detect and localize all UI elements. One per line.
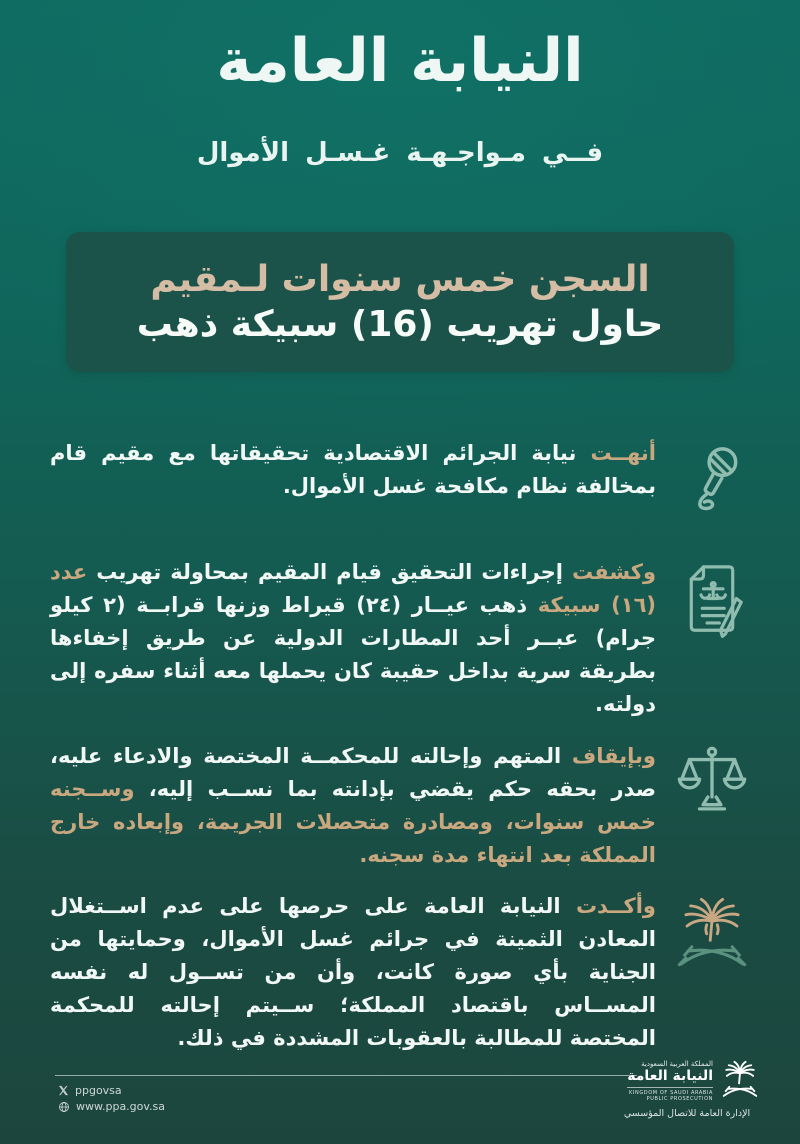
- headline-banner: [66, 232, 734, 372]
- section-verdict: [50, 740, 752, 872]
- microphone-icon: [672, 437, 752, 513]
- page-subtitle: فــي مـواجـهـة غـسـل الأموال: [196, 138, 604, 168]
- text-segment: المتهم وإحالته للمحكمــة المختصة والادعاء عليه، صدر بحقه حكم يقضي بإدانته بما نســب إليه،: [50, 744, 656, 801]
- x-twitter-icon: [58, 1085, 69, 1096]
- logo-separator: [627, 1087, 713, 1088]
- text-segment: وكشفت: [562, 560, 656, 584]
- text-segment: وســجنه خمس سنوات، ومصادرة متحصلات الجريمة، وإبعاده خارج المملكة بعد انتهاء مدة سجنه.: [50, 777, 656, 867]
- globe-icon: [58, 1101, 70, 1113]
- section-text: [50, 556, 656, 721]
- x-handle-text: ppgovsa: [75, 1084, 122, 1097]
- website-row: [58, 1100, 165, 1113]
- x-handle-row: [58, 1084, 165, 1097]
- footer-divider: [55, 1075, 637, 1076]
- justice-scales-icon: [672, 740, 752, 814]
- section-statement: [50, 890, 752, 1055]
- footer-social: [58, 1084, 165, 1113]
- section-text: [50, 890, 656, 1055]
- section-text: [50, 437, 656, 503]
- section-smuggling-details: [50, 556, 752, 721]
- page-title: النيابة العامة: [216, 26, 584, 96]
- department-label: الإدارة العامة للاتصال المؤسسي: [623, 1108, 751, 1119]
- text-segment: وأكــدت: [560, 894, 656, 918]
- text-segment: عدد (١٦) سبيكة: [50, 560, 656, 617]
- case-document-icon: [672, 556, 752, 644]
- website-text: www.ppa.gov.sa: [76, 1100, 166, 1113]
- text-segment: نيابة الجرائم الاقتصادية تحقيقاتها مع مقيم قام بمخالفة نظام مكافحة غسل الأموال.: [50, 441, 656, 498]
- logo-texts: [627, 1060, 713, 1102]
- text-segment: إجراءات التحقيق قيام المقيم بمحاولة تهريب: [87, 560, 563, 584]
- saudi-palm-emblem-icon: [672, 890, 752, 972]
- section-investigation: [50, 437, 752, 513]
- text-segment: ذهب عيــار (٢٤) قيراط وزنها قرابــة (٢ كيلو جرام) عبــر أحد المطارات الدولية عن طريق إخفاءها بطريقة سرية بداخل حقيبة كان يحملها معه أثناء سفره إلى دولته.: [50, 593, 656, 716]
- banner-line-1: السجن خمس سنوات لـمقيم: [150, 259, 650, 300]
- banner-line-2: حاول تهريب (16) سبيكة ذهب: [136, 304, 664, 345]
- logo-country-arabic: المملكة العربية السعودية: [641, 1060, 713, 1068]
- text-segment: أنهــت: [576, 441, 657, 465]
- logo-country-english: KINGDOM OF SAUDI ARABIA: [629, 1090, 713, 1096]
- logo-name-english: PUBLIC PROSECUTION: [646, 1096, 713, 1102]
- public-prosecution-logo: [627, 1056, 760, 1106]
- section-text: [50, 740, 656, 872]
- text-segment: وبإيقاف: [561, 744, 656, 768]
- logo-palm-emblem-icon: [720, 1056, 760, 1106]
- text-segment: النيابة العامة على حرصها على عدم اســتغلال المعادن الثمينة في جرائم غسل الأموال، وحمايتها من الجناية بأي صورة كانت، وأن من تســول له نفسه المســاس باقتصاد المملكة؛ ســيتم إحالته للمحكمة المختصة للمطالبة بالعقوبات المشددة في ذلك.: [50, 894, 656, 1050]
- logo-name-arabic: النيابة العامة: [627, 1068, 713, 1084]
